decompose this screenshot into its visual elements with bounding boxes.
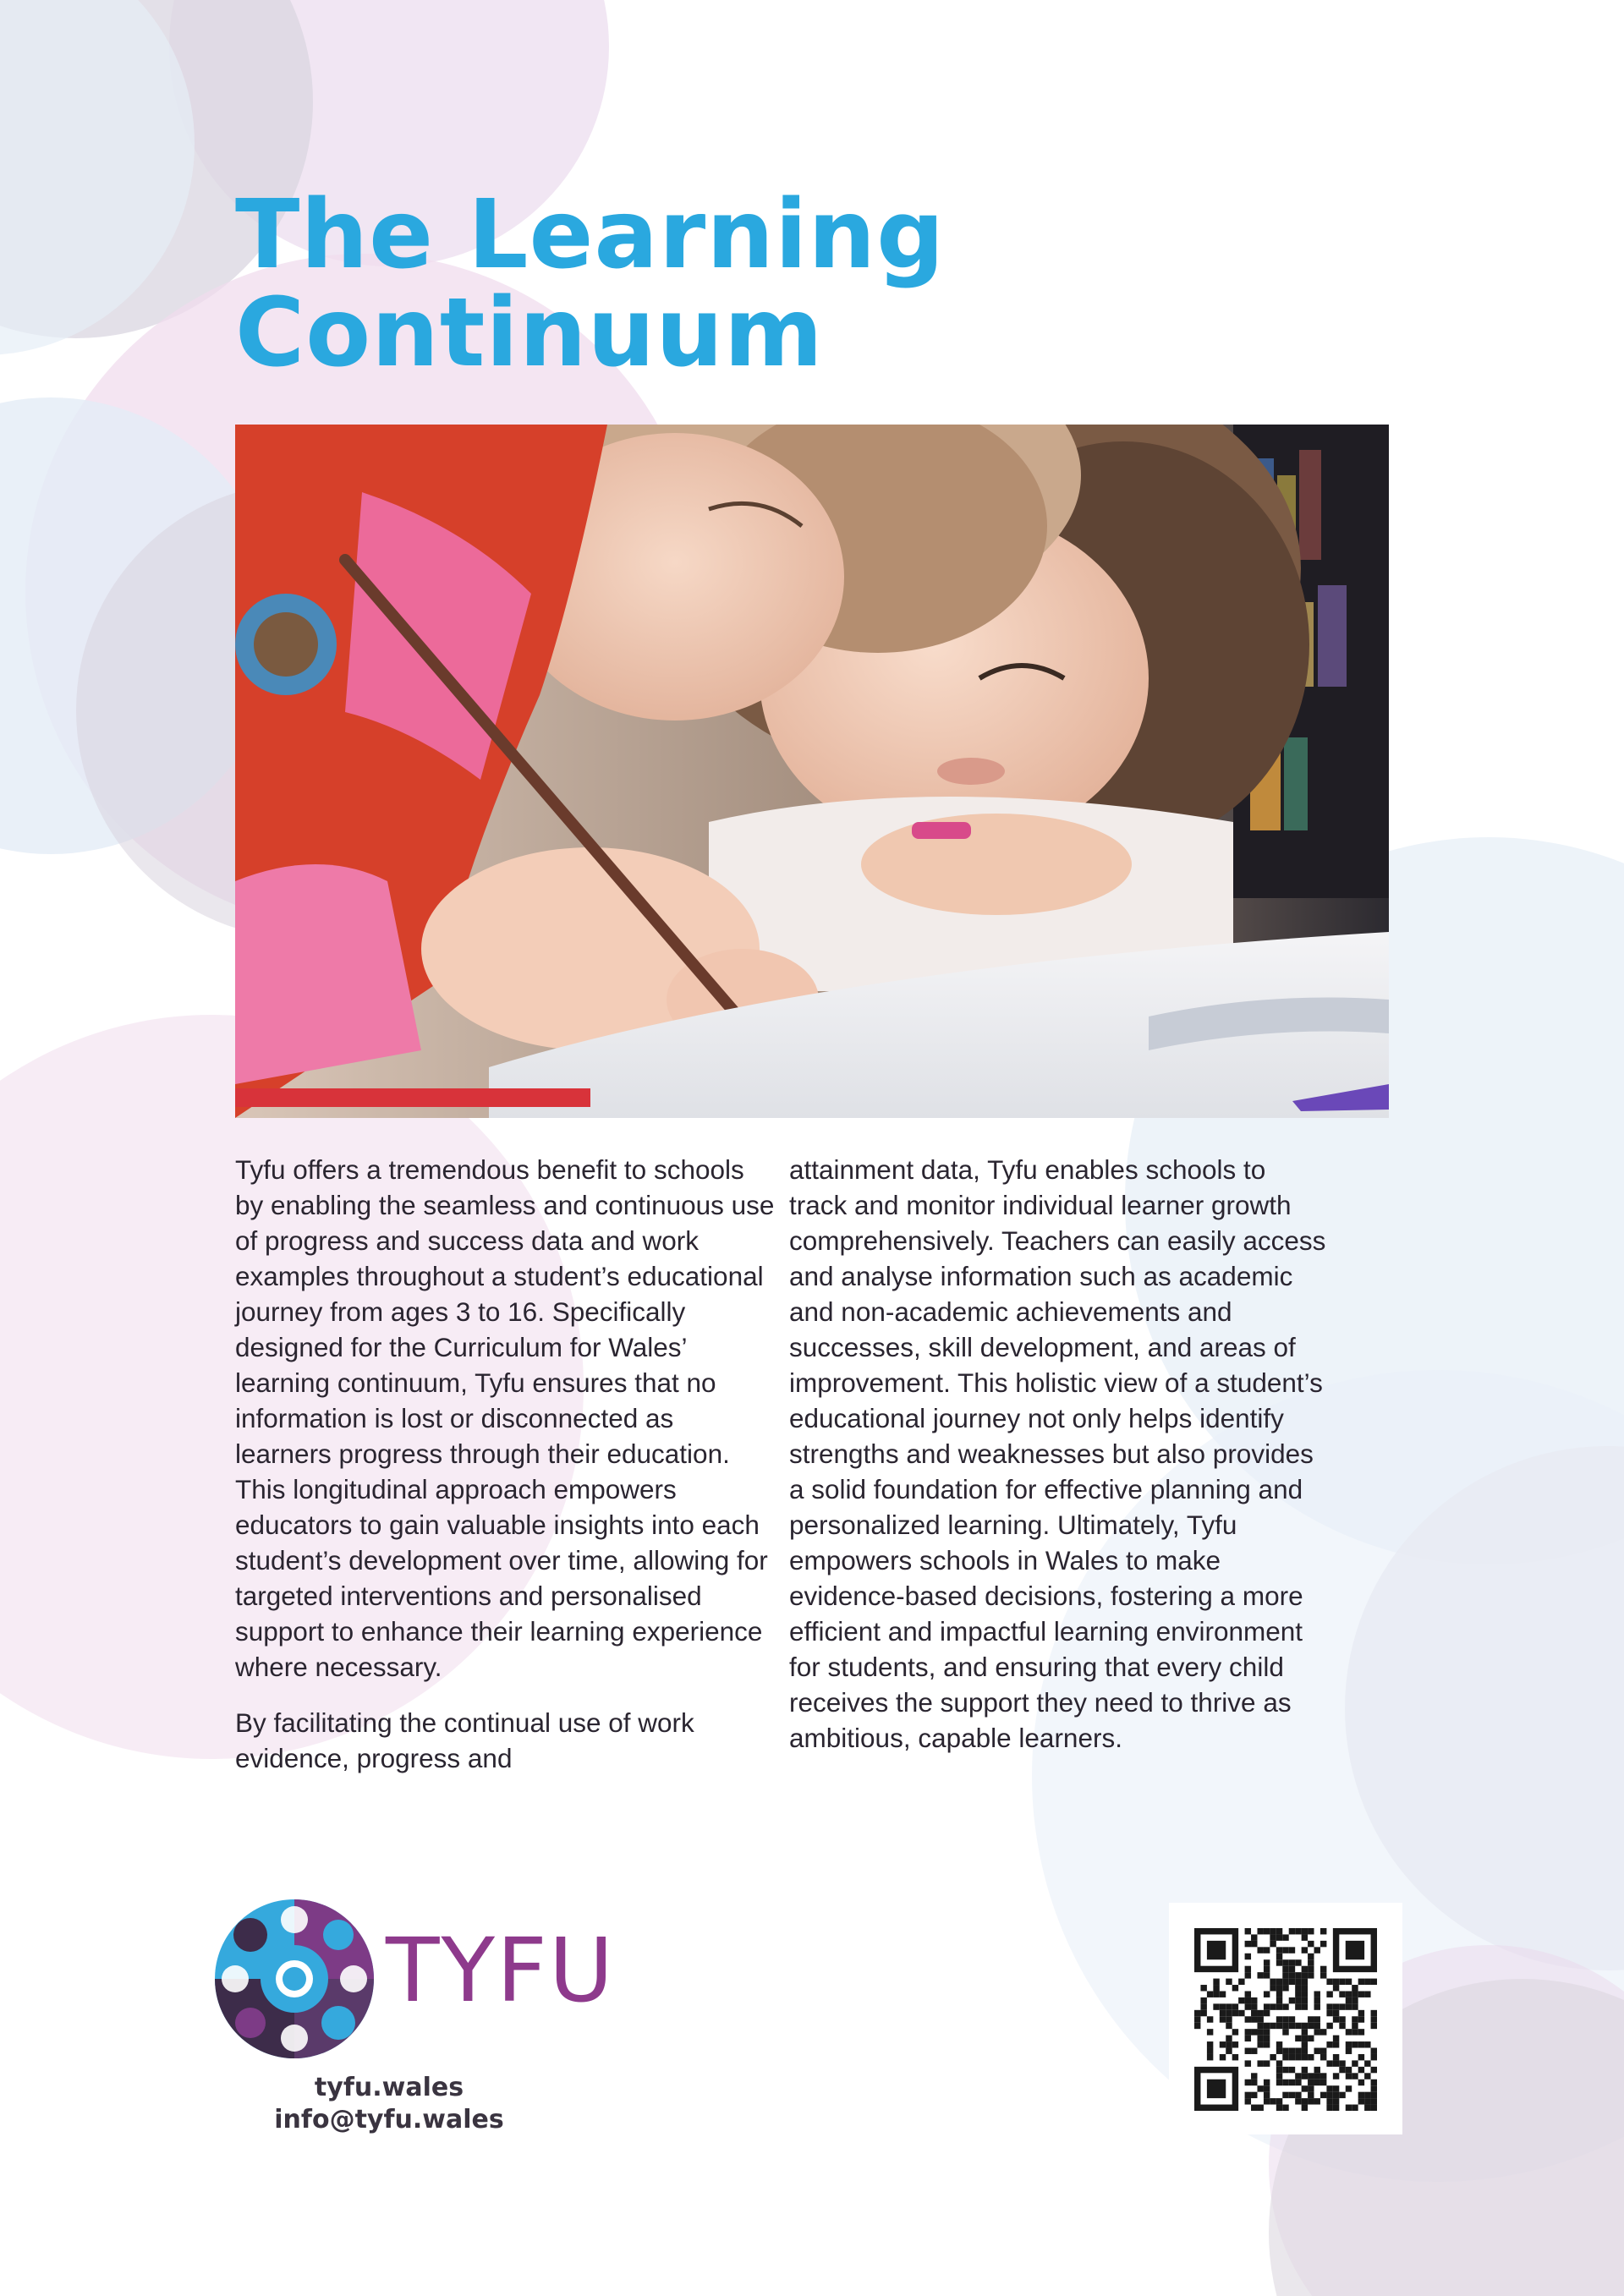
qr-code-card[interactable]	[1169, 1903, 1402, 2134]
title-line-1: The Learning	[235, 180, 946, 290]
tyfu-wordmark: TYFU	[386, 1919, 615, 2022]
email-link[interactable]: info@tyfu.wales	[274, 2105, 504, 2134]
body-paragraph: By facilitating the continual use of work evidence, progress and	[235, 1707, 694, 1773]
qr-code-icon	[1194, 1928, 1377, 2111]
body-paragraph: Tyfu offers a tremendous benefit to schools by enabling the seamless and continuous use of progress and success data and work examples throughout a student’s educational journey from ages 3 to 16. Specifically designed for the Curriculum for Wales’ learning continuum, Tyfu ensures that no information is lost or disconnected as learners progress through their education. This longitudinal approach empowers educators to gain valuable insights into each student’s development over time, allowing for targeted interventions and personalised support to enhance their learning experience where necessary.	[235, 1154, 775, 1682]
website-link[interactable]: tyfu.wales	[314, 2073, 464, 2102]
children-drawing-photo	[235, 425, 1389, 1118]
body-right-column	[789, 1152, 1330, 1776]
contact-info	[254, 2072, 524, 2136]
body-left-column	[235, 1152, 776, 1796]
page-title	[235, 180, 1166, 388]
title-line-2: Continuum	[235, 278, 824, 388]
body-paragraph: attainment data, Tyfu enables schools to track and monitor individual learner growth comprehensively. Teachers can easily access and analyse information such as academic and non-academic achievements and successes, skill development, and areas of improvement. This holistic view of a student’s educational journey not only helps identify strengths and weaknesses but also provides a solid foundation for effective planning and personalized learning. Ultimately, Tyfu empowers schools in Wales to make evidence-based decisions, fostering a more efficient and impactful learning environment for students, and ensuring that every child receives the support they need to thrive as ambitious, capable learners.	[789, 1154, 1326, 1753]
